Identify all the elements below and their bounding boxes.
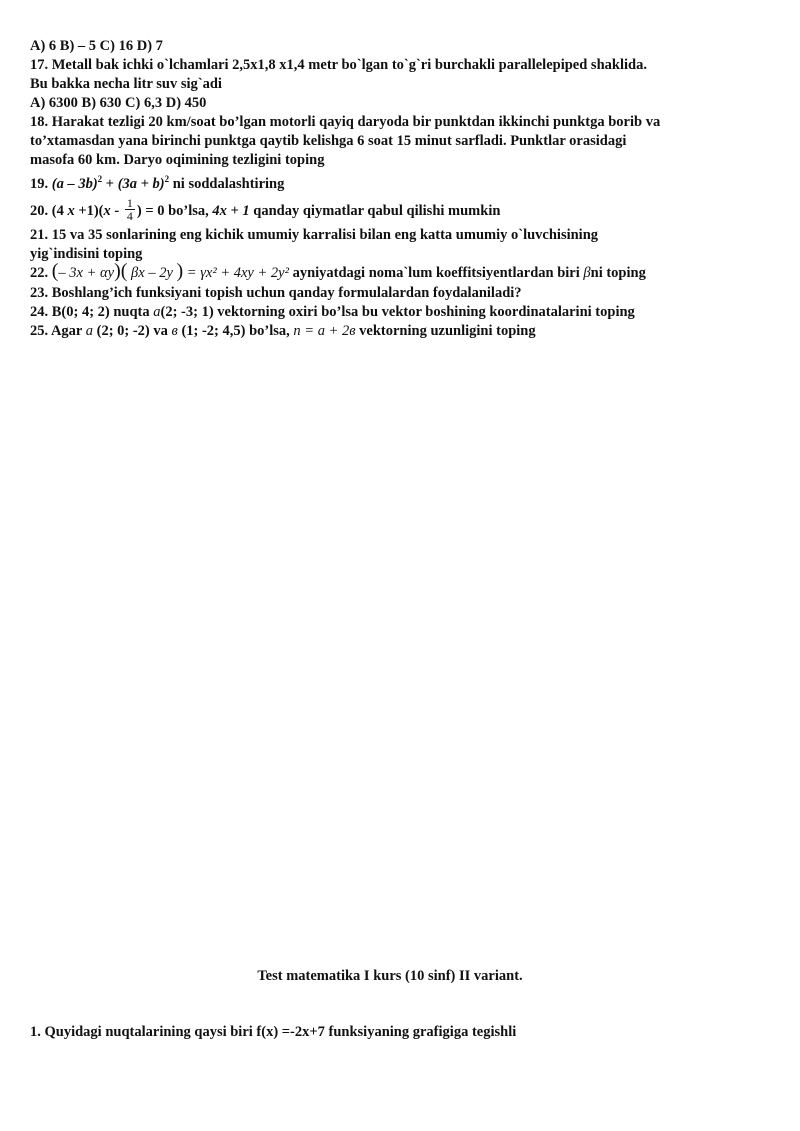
q22-end: ni toping bbox=[590, 265, 646, 281]
q24-vector-a: a bbox=[153, 304, 161, 320]
q19-plus: + bbox=[102, 176, 118, 192]
q22-beta: β bbox=[583, 265, 591, 281]
q22-rhs: = γx² + 4xy + 2y² bbox=[183, 265, 289, 281]
q22-close-paren: ) bbox=[176, 260, 184, 282]
answer-options-16: A) 6 B) – 5 C) 16 D) 7 bbox=[30, 38, 163, 54]
question-23: 23. Boshlang’ich funksiyani topish uchun qanday formulalardan foydalaniladi? bbox=[30, 285, 522, 301]
q19-exp-a: 2 bbox=[97, 174, 103, 184]
q25-start: 25. Agar bbox=[30, 323, 86, 339]
q20-x: x bbox=[67, 202, 75, 219]
question-1: 1. Quyidagi nuqtalarining qaysi biri f(x) =-2x+7 funksiyaning grafigiga tegishli bbox=[30, 1024, 517, 1040]
q22-factor-2: βx – 2y bbox=[127, 265, 177, 281]
q24-rest: (2; -3; 1) vektorning oxiri bo’lsa bu vektor boshining koordinatalarini toping bbox=[160, 304, 635, 320]
q20-eq: ) = 0 bo’lsa, bbox=[136, 202, 213, 219]
q22-open-paren: ( bbox=[51, 260, 59, 282]
q20-mid: +1)( bbox=[74, 202, 104, 219]
question-19 bbox=[30, 170, 284, 193]
q24-start: 24. B(0; 4; 2) nuqta bbox=[30, 304, 154, 320]
question-18-line-1: 18. Harakat tezligi 20 km/soat bo’lgan motorli qayiq daryoda bir punktdan ikkinchi punktga borib va bbox=[30, 114, 661, 130]
q19-number: 19. bbox=[30, 176, 52, 192]
q20-fraction bbox=[125, 197, 135, 222]
q25-a-coords: (2; 0; -2) va bbox=[92, 323, 172, 339]
question-21-line-1: 21. 15 va 35 sonlarining eng kichik umumiy karralisi bilan eng katta umumiy o`luvchisining bbox=[30, 227, 599, 243]
q25-b-coords: (1; -2; 4,5) bo’lsa, bbox=[177, 323, 294, 339]
question-24 bbox=[30, 303, 635, 321]
question-18-line-2: to’xtamasdan yana birinchi punktga qaytib kelishga 6 soat 15 minut sarfladi. Punktlar orasidagi bbox=[30, 133, 627, 149]
q19-text: ni soddalashtiring bbox=[169, 176, 285, 192]
q22-mid-paren: )( bbox=[114, 260, 128, 282]
q20-text: qanday qiymatlar qabul qilishi mumkin bbox=[249, 202, 501, 219]
question-17-line-1: 17. Metall bak ichki o`lchamlari 2,5x1,8 x1,4 metr bo`lgan to`g`ri burchakli parallelepiped shaklida. bbox=[30, 57, 647, 73]
q22-text: ayniyatdagi noma`lum koeffitsiyentlardan biri bbox=[292, 265, 584, 281]
question-20 bbox=[30, 196, 501, 224]
question-18-line-3: masofa 60 km. Daryo oqimining tezligini toping bbox=[30, 152, 325, 168]
q20-minus: - bbox=[110, 202, 123, 219]
q19-term-b: (3a + b) bbox=[117, 176, 165, 192]
test-title: Test matematika I kurs (10 sinf) II variant. bbox=[257, 968, 523, 984]
question-22 bbox=[30, 260, 646, 282]
question-17-line-2: Bu bakka necha litr suv sig`adi bbox=[30, 76, 222, 92]
question-25 bbox=[30, 322, 536, 340]
q19-exp-b: 2 bbox=[164, 174, 170, 184]
q20-prefix: 20. (4 bbox=[30, 202, 68, 219]
q25-vector-b: в bbox=[171, 323, 178, 339]
q22-factor-1: – 3x + αy bbox=[58, 265, 115, 281]
q20-fraction-num: 1 bbox=[126, 196, 133, 210]
q25-vector-a: a bbox=[85, 323, 93, 339]
answer-options-17: A) 6300 B) 630 C) 6,3 D) 450 bbox=[30, 95, 207, 111]
q19-term-a: (a – 3b) bbox=[51, 176, 98, 192]
q20-fraction-den: 4 bbox=[126, 209, 133, 223]
q25-end: vektorning uzunligini toping bbox=[355, 323, 536, 339]
q25-expression: n = a + 2в bbox=[293, 323, 356, 339]
q22-number: 22. bbox=[30, 265, 52, 281]
q20-expr: 4x + 1 bbox=[212, 202, 250, 219]
question-21-line-2: yig`indisini toping bbox=[30, 246, 143, 262]
q20-x2: x bbox=[103, 202, 111, 219]
